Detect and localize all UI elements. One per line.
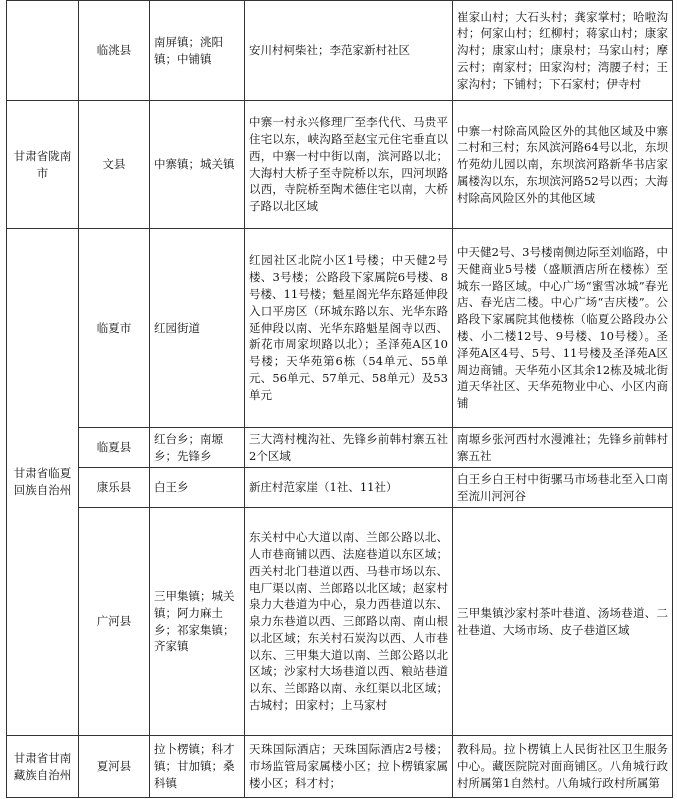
high-risk-cell: 安川村柯柴社；李范家新村社区: [245, 1, 453, 101]
high-risk-cell: 新庄村范家崖（1社、11社）: [245, 468, 453, 508]
province-cell: 甘肃省临夏回族自治州: [7, 229, 79, 736]
province-cell: 甘肃省陇南市: [7, 101, 79, 229]
county-cell: 夏河县: [79, 736, 150, 798]
medium-risk-cell: 中天健2号、3号楼南侧边际至刘临路，中天健商业5号楼（盛顺酒店所在楼栋）至城东一路区域。中心广场“蜜雪冰城”春光店、春光店二楼。中心广场“吉庆楼”。公路段下家属院其他楼栋（临夏公路段办公楼、小二楼12号、9号楼、10号楼）。圣泽苑A区4号、5号、11号楼及圣泽苑A区周边商铺。天华苑小区其余12栋及城北街道天华社区、天华苑物业中心、小区内商铺: [453, 229, 673, 428]
medium-risk-cell: 教科局。拉卜楞镇上人民街社区卫生服务中心。藏医院院对面商铺区。八角城行政村所属第1自然村。八角城行政村所属第: [453, 736, 673, 798]
high-risk-cell: 三大湾村槐沟社、先锋乡前韩村寨五社2个区域: [245, 428, 453, 468]
risk-area-table: [6, 0, 673, 798]
medium-risk-cell: 崔家山村；大石头村；龚家掌村；哈啦沟村；何家山村；红柳村；蒋家山村；康家沟村；康家山村；康泉村；马家山村；摩云村；南家村；田家沟村；湾腰子村；王家沟村；下铺村；下石家村；伊寺村: [453, 1, 673, 101]
high-risk-cell: 中寨一村永兴修理厂至李代代、马贵平住宅以东，峡沟路至赵宝元住宅垂直以西，中寨一村中街以南，滨河路以北；大海村大桥子至寺院桥以东，四河坝路以西，寺院桥至陶术德住宅以南，大桥子路以北区域: [245, 101, 453, 229]
high-risk-cell: 红园社区北院小区1号楼；中天健2号楼、3号楼；公路段下家属院6号楼、8号楼、11号楼；魁星阁光华东路延伸段入口平房区（环城东路以东、光华东路延伸段以南、光华东路魁星阁寺以西、新花市周家坝路以北）；圣泽苑A区10号楼；天华苑第6栋（54单元、55单元、56单元、57单元、58单元）及53单元: [245, 229, 453, 428]
towns-cell: 红园街道: [150, 229, 245, 428]
towns-cell: 中寨镇；城关镇: [150, 101, 245, 229]
towns-cell: 南屏镇；洮阳镇；中铺镇: [150, 1, 245, 101]
towns-cell: 三甲集镇；城关镇；阿力麻土乡；祁家集镇；齐家镇: [150, 508, 245, 736]
medium-risk-cell: 白王乡白王村中街骡马市场巷北至入口南至流川河河谷: [453, 468, 673, 508]
towns-cell: 拉卜楞镇；科才镇；甘加镇；桑科镇: [150, 736, 245, 798]
towns-cell: 白王乡: [150, 468, 245, 508]
table-row: [7, 468, 673, 508]
county-cell: 康乐县: [79, 468, 150, 508]
towns-cell: 红台乡；南塬乡；先锋乡: [150, 428, 245, 468]
province-cell: 甘肃省甘南藏族自治州: [7, 736, 79, 798]
county-cell: 临洮县: [79, 1, 150, 101]
table-row: [7, 1, 673, 101]
medium-risk-cell: 中寨一村除高风险区外的其他区域及中寨二村和三村；东风滨河路64号以北，东坝竹苑幼儿园以南，东坝滨河路新华书店家属楼沟以东，东坝滨河路52号以西；大海村除高风险区外的其他区域: [453, 101, 673, 229]
high-risk-cell: 东关村中心大道以南、兰郎公路以北、人市巷商铺以西、法庭巷道以东区域；西关村北门巷道以西、马巷市场以东、电厂渠以南、兰郎路以北区域；赵家村泉力大巷道为中心，泉力西巷道以东、泉力东巷道以西、三郎路以南、南山根以北区域；东关村石炭沟以西、人市巷以东、三甲集大道以南、兰郎公路以北区域；沙家村大场巷道以西、粮站巷道以东、兰郎路以南、永红渠以北区域；古城村；田家村；上马家村: [245, 508, 453, 736]
province-cell: [7, 1, 79, 101]
table-row: [7, 736, 673, 798]
county-cell: 广河县: [79, 508, 150, 736]
table-row: [7, 229, 673, 428]
county-cell: 临夏县: [79, 428, 150, 468]
county-cell: 临夏市: [79, 229, 150, 428]
table-row: [7, 508, 673, 736]
medium-risk-cell: 南塬乡张河西村水漫滩社；先锋乡前韩村寨五社: [453, 428, 673, 468]
medium-risk-cell: 三甲集镇沙家村茶叶巷道、汤场巷道、二社巷道、大场市场、皮子巷道区域: [453, 508, 673, 736]
county-cell: 文县: [79, 101, 150, 229]
table-row: [7, 428, 673, 468]
table-row: [7, 101, 673, 229]
high-risk-cell: 天珠国际酒店；天珠国际酒店2号楼；市场监管局家属楼小区；拉卜楞镇家属楼小区；科才村；: [245, 736, 453, 798]
